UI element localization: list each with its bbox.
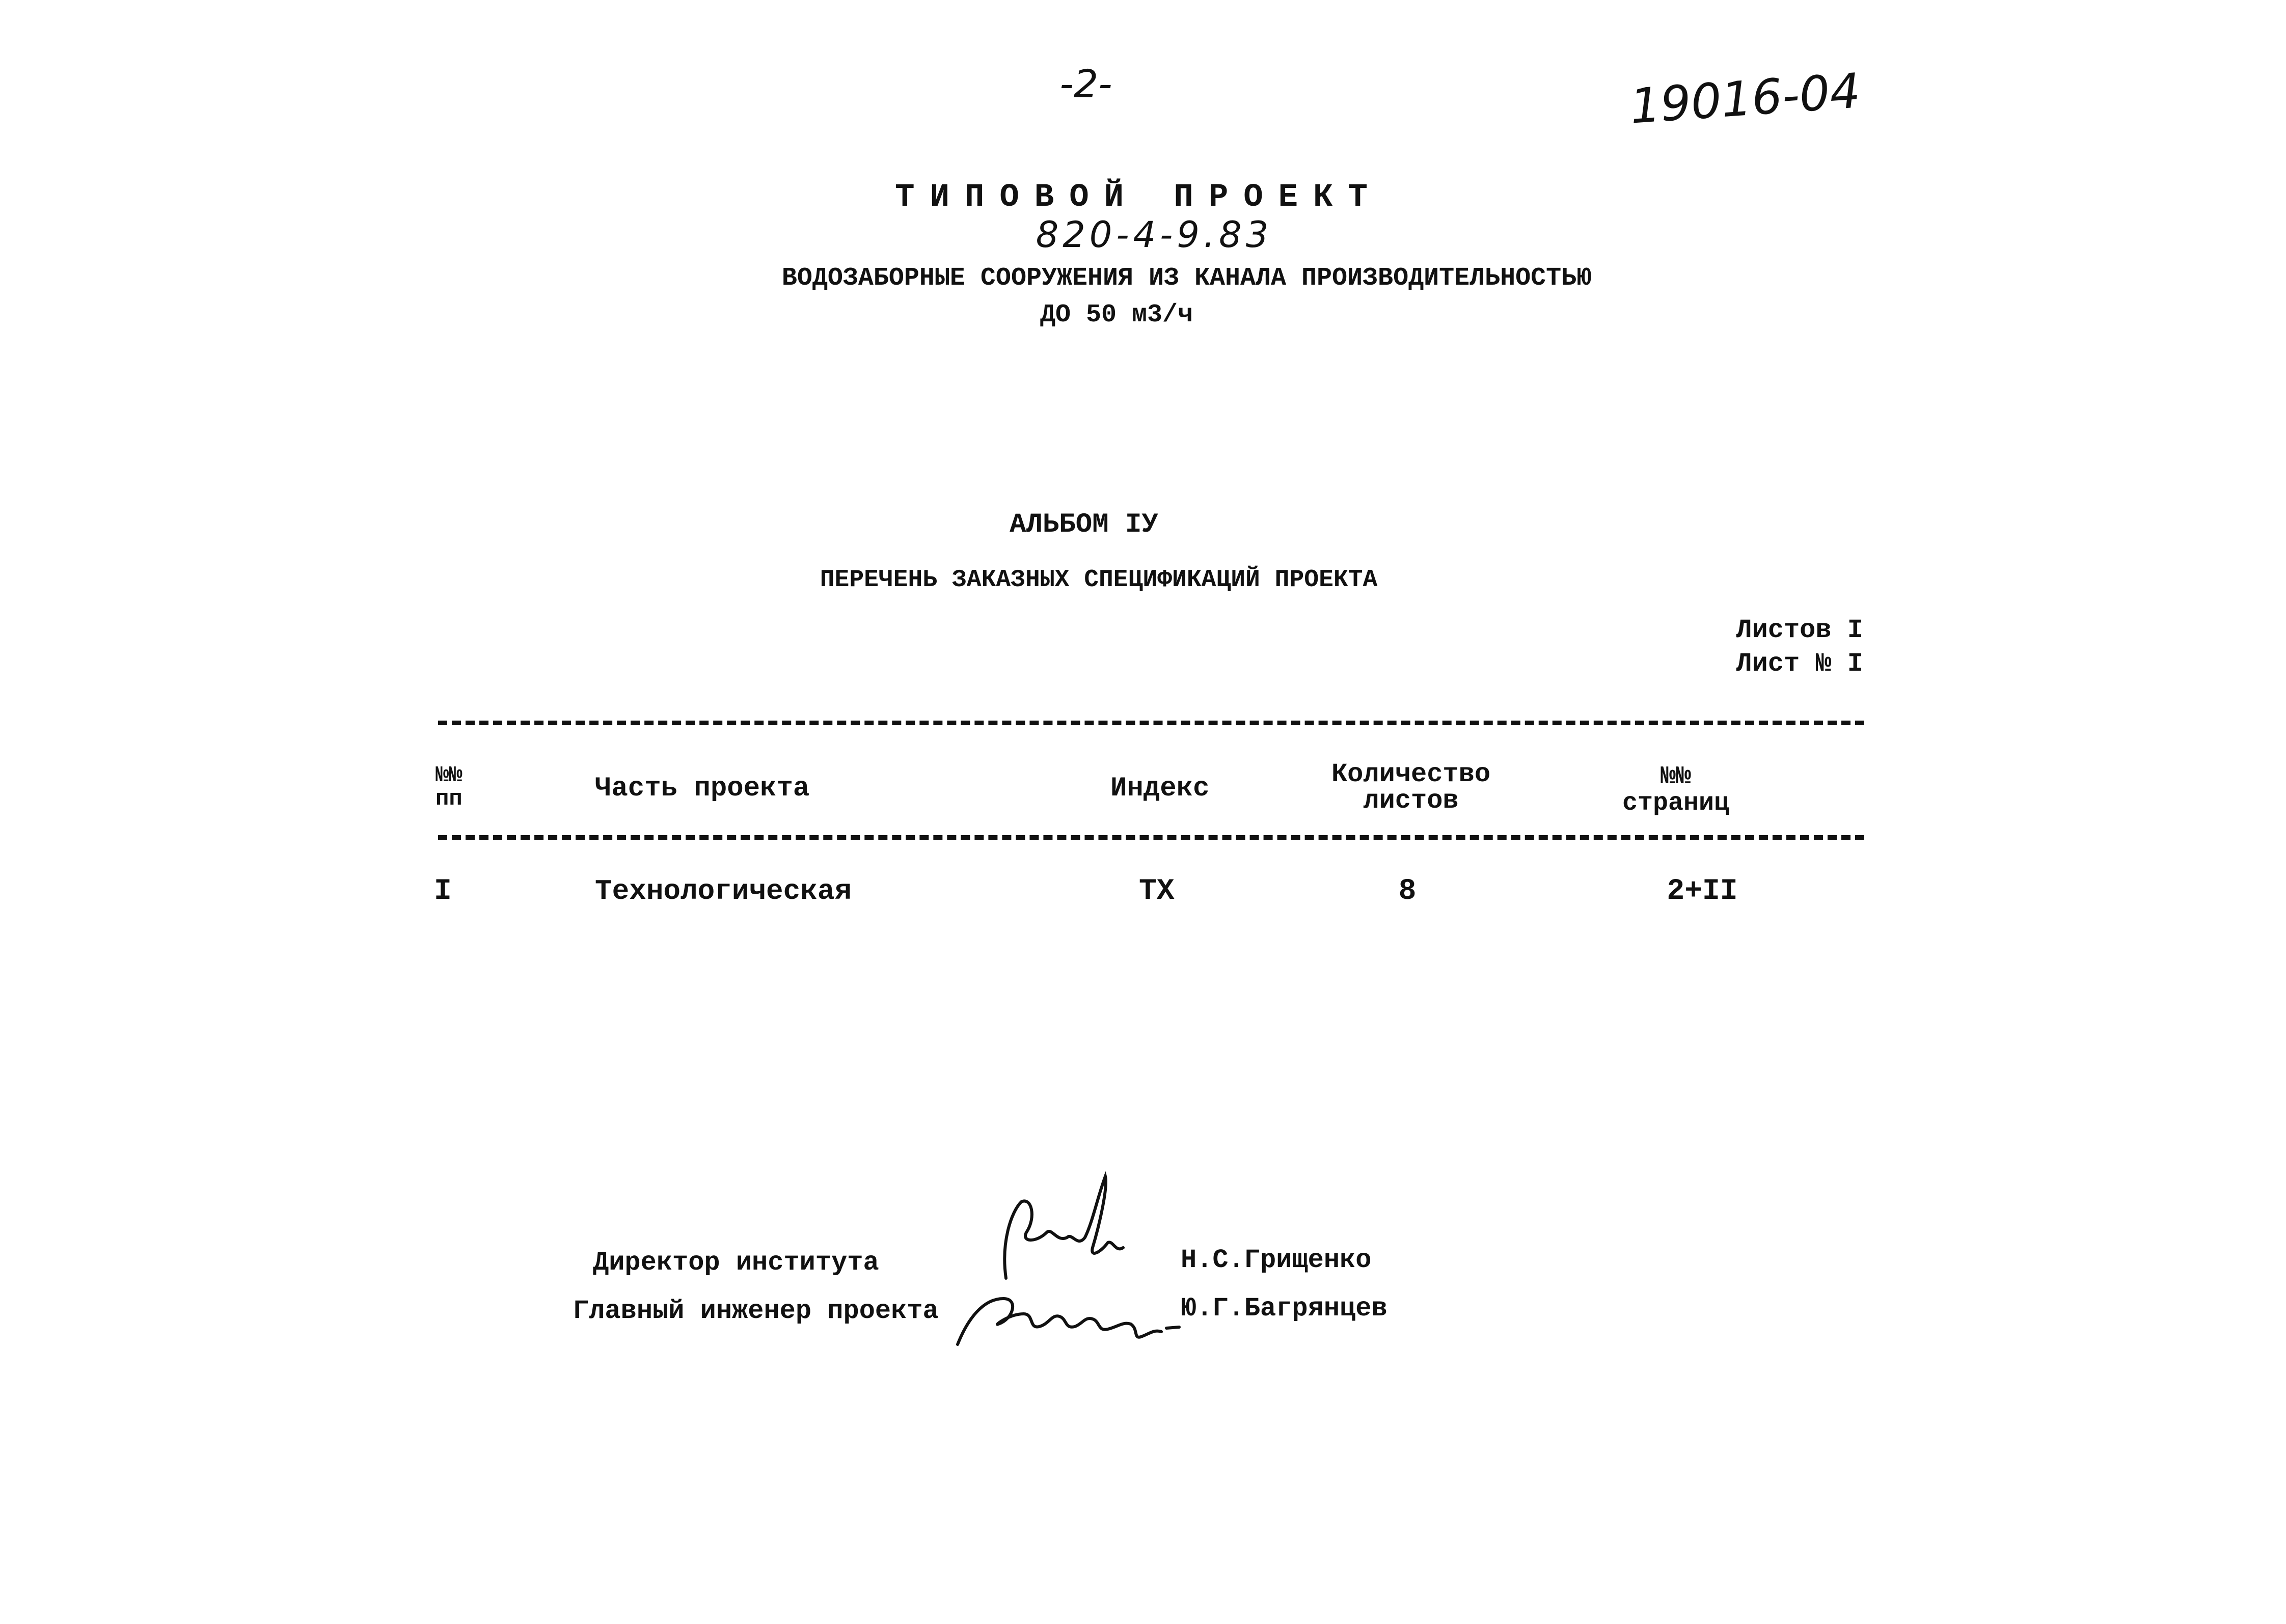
- sheet-number: Лист № I: [1736, 649, 1863, 679]
- col-header-count-line2: листов: [1363, 786, 1459, 816]
- col-header-pages-line1: №№: [1660, 762, 1692, 791]
- signature-name-chief-engineer: Ю.Г.Багрянцев: [1181, 1293, 1387, 1324]
- signature-director-handwritten: [991, 1166, 1144, 1293]
- col-header-number-line2: пп: [436, 786, 462, 812]
- row-part: Технологическая: [595, 875, 852, 907]
- row-pages: 2+II: [1667, 875, 1738, 908]
- signature-chief-engineer-handwritten: [947, 1278, 1182, 1355]
- col-header-pages: [1622, 764, 1729, 817]
- table-header-rule: [438, 835, 1864, 840]
- signature-role-director: Директор института: [593, 1248, 879, 1278]
- col-header-index: Индекс: [1110, 773, 1210, 804]
- row-number: I: [434, 875, 452, 908]
- col-header-part: Часть проекта: [595, 773, 810, 804]
- list-title: ПЕРЕЧЕНЬ ЗАКАЗНЫХ СПЕЦИФИКАЦИЙ ПРОЕКТА: [820, 566, 1378, 594]
- page-number: -2-: [1059, 61, 1112, 106]
- album-label: АЛЬБОМ IУ: [1010, 509, 1158, 540]
- signature-name-director: Н.С.Грищенко: [1181, 1245, 1372, 1275]
- signature-role-chief-engineer: Главный инженер проекта: [573, 1296, 939, 1326]
- document-code: 19016-04: [1628, 63, 1862, 135]
- project-title-capacity: ДО 50 м3/ч: [1040, 300, 1193, 329]
- project-number: 820-4-9.83: [1036, 214, 1273, 256]
- table-top-rule: [438, 721, 1864, 725]
- row-count: 8: [1398, 875, 1417, 908]
- row-index: ТХ: [1139, 875, 1175, 908]
- project-kind: ТИПОВОЙ ПРОЕКТ: [895, 179, 1383, 216]
- project-title: ВОДОЗАБОРНЫЕ СООРУЖЕНИЯ ИЗ КАНАЛА ПРОИЗВОДИТЕЛЬНОСТЬЮ: [781, 264, 1592, 293]
- col-header-number-line1: №№: [436, 763, 462, 788]
- col-header-pages-line2: страниц: [1622, 789, 1730, 818]
- col-header-count: [1331, 761, 1490, 814]
- col-header-number: [436, 764, 462, 811]
- col-header-count-line1: Количество: [1331, 759, 1491, 789]
- sheets-total: Листов I: [1736, 615, 1863, 645]
